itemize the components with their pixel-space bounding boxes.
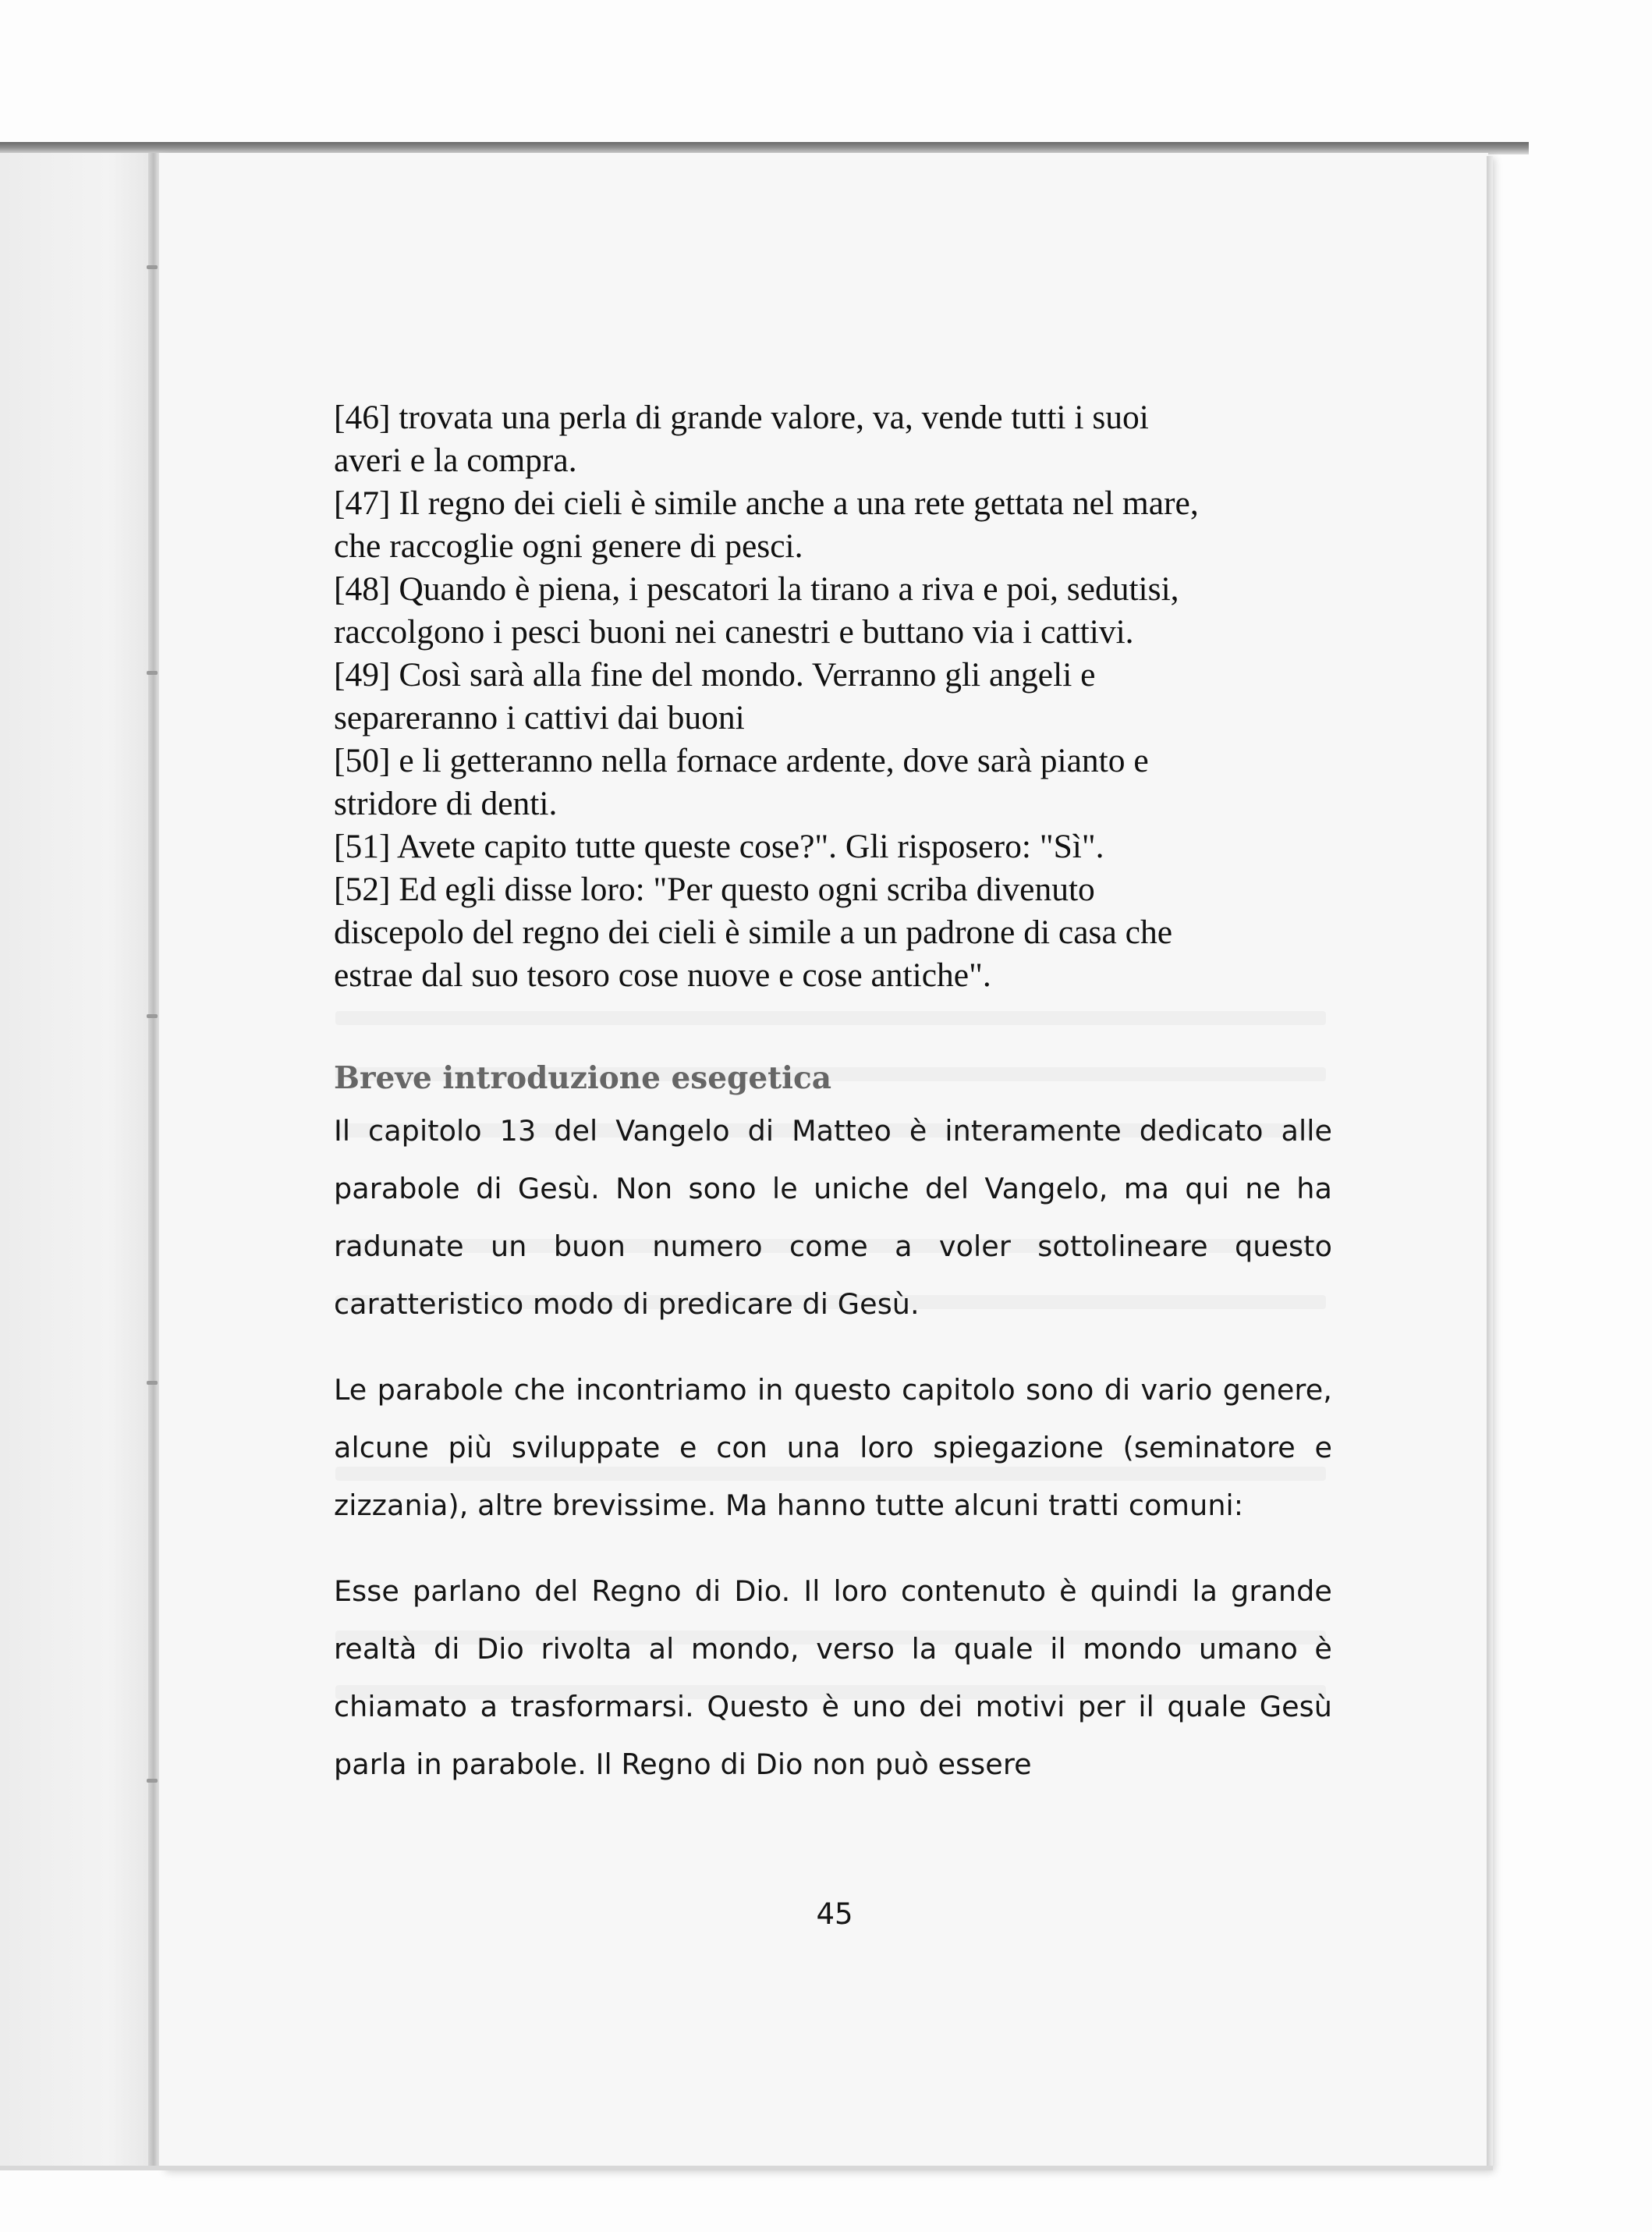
verse-line: separeranno i cattivi dai buoni [334, 699, 745, 736]
stitch-mark [147, 671, 158, 675]
stitch-mark [147, 265, 158, 269]
verse-line: che raccoglie ogni genere di pesci. [334, 527, 803, 565]
verse-50 [334, 740, 1332, 825]
verse-line: discepolo del regno dei cieli è simile a un padrone di casa che [334, 914, 1173, 951]
section-heading: Breve introduzione esegetica [334, 1060, 831, 1096]
verse-51 [334, 825, 1332, 868]
verse-line: [47] Il regno dei cieli è simile anche a una rete gettata nel mare, [334, 484, 1199, 522]
stitch-mark [147, 1014, 158, 1018]
scripture-passage [334, 396, 1332, 997]
verse-52 [334, 868, 1332, 997]
verse-line: [51] Avete capito tutte queste cose?". Gli risposero: "Sì". [334, 828, 1104, 865]
verse-line: averi e la compra. [334, 442, 577, 479]
paragraph-2: Le parabole che incontriamo in questo capitolo sono di vario genere, alcune più sviluppate e con una loro spiegazione (seminatore e zizzania), altre brevissime. Ma hanno tutte alcuni tratti comuni: [334, 1373, 1332, 1522]
verse-49 [334, 654, 1332, 740]
verse-line: [46] trovata una perla di grande valore, va, vende tutti i suoi [334, 399, 1149, 436]
verse-47 [334, 482, 1332, 568]
page-number: 45 [816, 1897, 853, 1931]
paragraph-1: Il capitolo 13 del Vangelo di Matteo è interamente dedicato alle parabole di Gesù. Non sono le uniche del Vangelo, ma qui ne ha radunate un buon numero come a voler sottolineare questo caratteristico modo di predicare di Gesù. [334, 1114, 1332, 1321]
verse-48 [334, 568, 1332, 654]
verse-line: stridore di denti. [334, 785, 558, 822]
verse-line: estrae dal suo tesoro cose nuove e cose antiche". [334, 956, 991, 994]
page-bottom-edge [0, 2166, 1493, 2170]
facing-page-edge [0, 153, 154, 2169]
page-edge [1487, 156, 1493, 2167]
verse-46 [334, 396, 1332, 482]
paragraph-3: Esse parlano del Regno di Dio. Il loro contenuto è quindi la grande realtà di Dio rivolta al mondo, verso la quale il mondo umano è chiamato a trasformarsi. Questo è uno dei motivi per il quale Gesù parla in parabole. Il Regno di Dio non può essere [334, 1574, 1332, 1781]
verse-line: [48] Quando è piena, i pescatori la tirano a riva e poi, sedutisi, [334, 570, 1179, 608]
page-content [334, 396, 1332, 1794]
verse-line: [50] e li getteranno nella fornace ardente, dove sarà pianto e [334, 742, 1149, 779]
stitch-mark [147, 1779, 158, 1783]
verse-line: [49] Così sarà alla fine del mondo. Verranno gli angeli e [334, 656, 1096, 694]
verse-line: raccolgono i pesci buoni nei canestri e buttano via i cattivi. [334, 613, 1134, 651]
booklet-spine [148, 153, 159, 2169]
stitch-mark [147, 1381, 158, 1385]
verse-line: [52] Ed egli disse loro: "Per questo ogni scriba divenuto [334, 871, 1095, 908]
